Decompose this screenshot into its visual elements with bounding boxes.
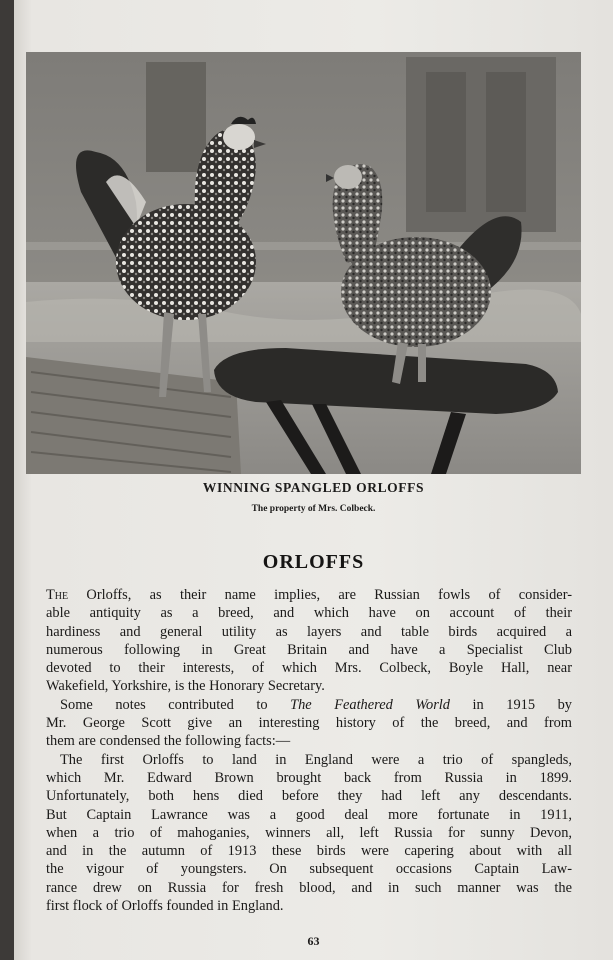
publication-title: The Feathered World — [290, 696, 450, 713]
text-line: But Captain Lawrance was a good deal more fortunate in 1911, — [46, 806, 572, 823]
text-line: the vigour of youngsters. On subsequent occasions Captain Law- — [46, 861, 572, 878]
text-line: Unfortunately, both hens died before they had left any descendants. — [46, 788, 572, 805]
page-number: 63 — [307, 934, 320, 948]
text-line: and in the autumn of 1913 these birds were capering about with all — [46, 843, 572, 860]
text-line: Some notes contributed to The Feathered World in 1915 by — [60, 696, 572, 713]
chapter-heading: ORLOFFS — [262, 551, 365, 573]
text-line: them are condensed the following facts:— — [46, 733, 291, 750]
text-line: first flock of Orloffs founded in England. — [46, 898, 284, 915]
text-line: The Orloffs, as their name implies, are Russian fowls of consider- — [46, 587, 572, 603]
text-line: which Mr. Edward Brown brought back from Russia in 1899. — [46, 769, 572, 786]
text-line: devoted to their interests, of which Mrs. Colbeck, Boyle Hall, near — [46, 660, 572, 677]
text-line: The first Orloffs to land in England were a trio of spangleds, — [60, 751, 572, 768]
drop-cap-word: The — [46, 587, 69, 603]
figure-caption: WINNING SPANGLED ORLOFFS — [202, 480, 425, 495]
text-line: when a trio of mahoganies, winners all, left Russia for sunny Devon, — [46, 824, 572, 841]
text-line: rance drew on Russia for fresh blood, and in such manner was the — [46, 879, 572, 896]
figure-credit: The property of Mrs. Colbeck. — [251, 504, 376, 514]
text-line: Mr. George Scott give an interesting history of the breed, and from — [46, 715, 572, 732]
article-body — [46, 586, 572, 915]
photo-illustration — [26, 52, 581, 474]
book-page — [14, 0, 613, 960]
text-line: able antiquity as a breed, and which have on account of their — [46, 605, 572, 622]
text-line: hardiness and general utility as layers and table birds acquired a — [46, 623, 572, 640]
text-line: Wakefield, Yorkshire, is the Honorary Secretary. — [46, 678, 325, 695]
rooster-and-hen-photo — [26, 52, 581, 474]
text-line: numerous following in Great Britain and have a Specialist Club — [46, 641, 572, 658]
